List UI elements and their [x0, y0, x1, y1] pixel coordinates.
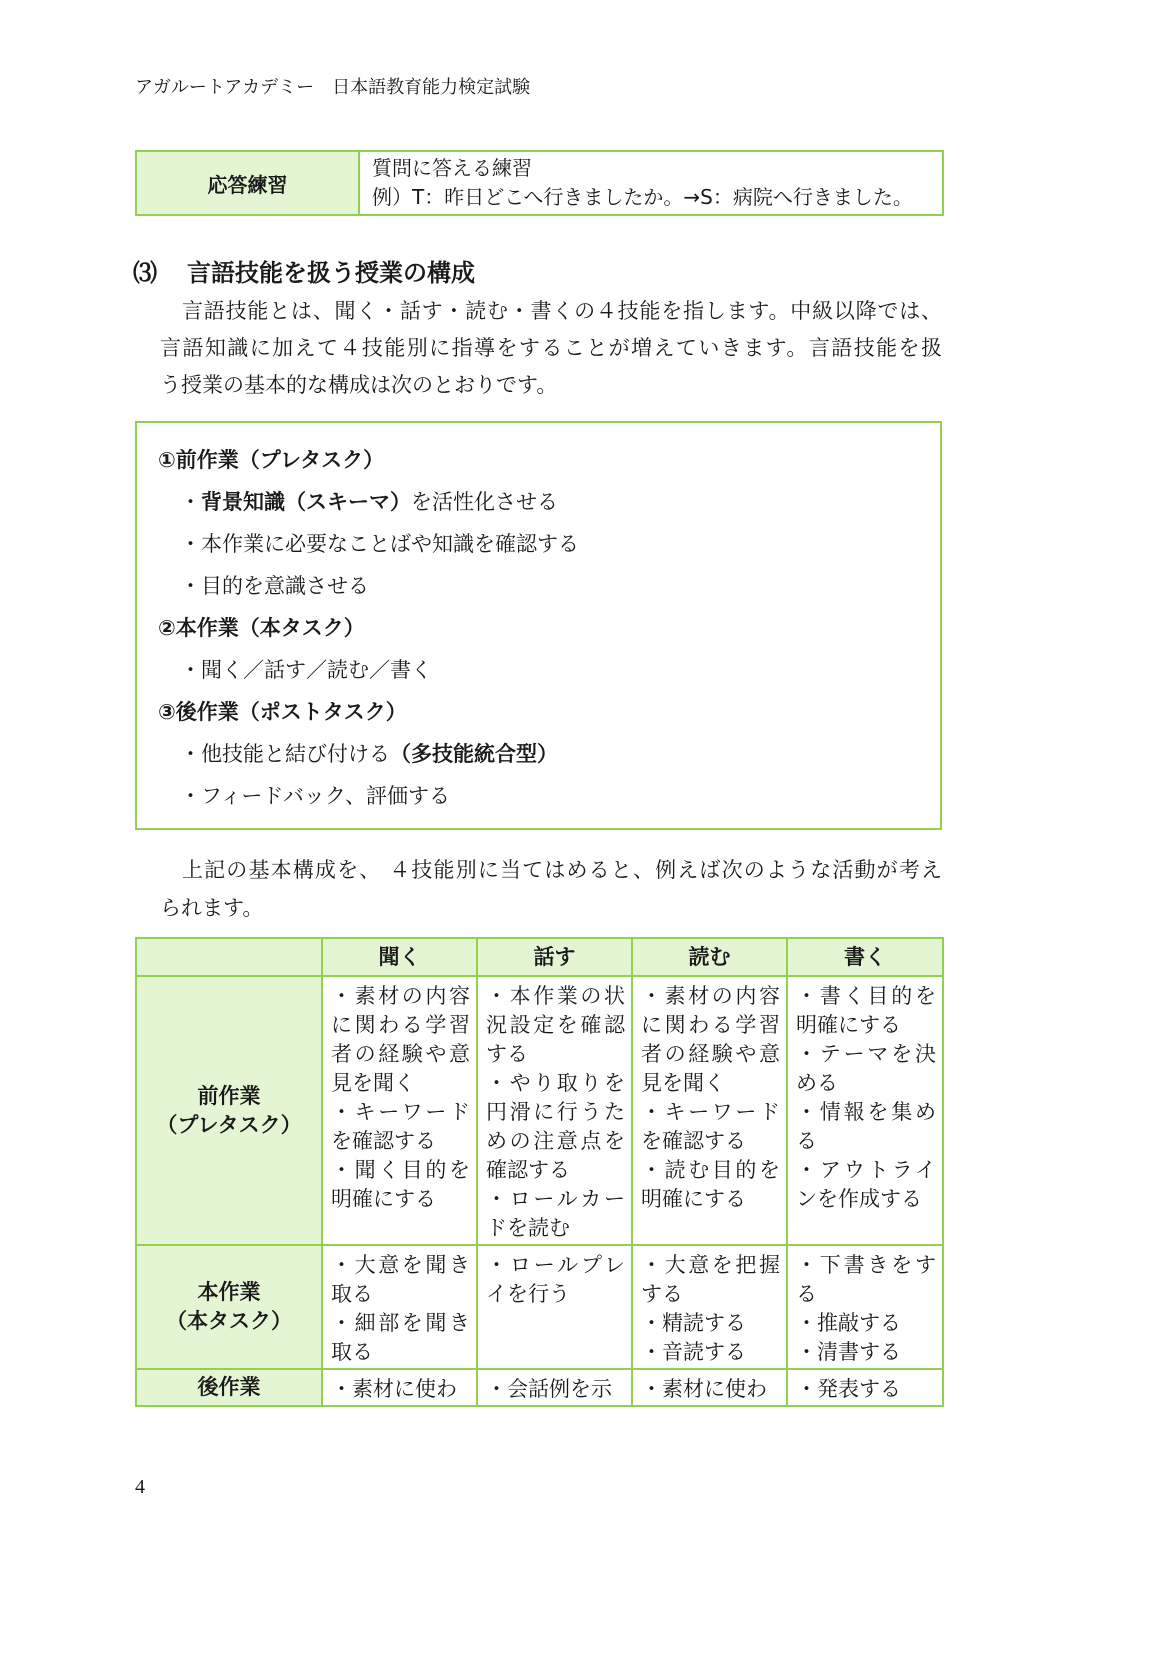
- table-row-main-task: [136, 1245, 943, 1369]
- activity-item: ・大意を把握する: [641, 1253, 780, 1306]
- cell-main-task-listening: [322, 1245, 477, 1369]
- intro-paragraph: [160, 293, 942, 404]
- activity-item: ・清書する: [796, 1340, 901, 1364]
- row-label-text: 後作業: [197, 1375, 261, 1399]
- activity-item: ・キーワードを確認する: [641, 1100, 780, 1153]
- row-label-post-task: [136, 1369, 322, 1406]
- activity-item: ・大意を聞き取る: [331, 1253, 470, 1306]
- step-item-text: ・: [180, 490, 201, 514]
- table-row-pre-task: [136, 976, 943, 1245]
- activity-item: ・本作業の状況設定を確認する: [486, 984, 625, 1066]
- cell-pre-task-speaking: [477, 976, 632, 1245]
- activity-table: [135, 937, 944, 1407]
- paragraph-line: う授業の基本的な構成は次のとおりです。: [160, 373, 558, 397]
- activity-item: ・ロールプレイを行う: [486, 1253, 625, 1306]
- page-number: 4: [135, 1476, 145, 1498]
- activity-item: ・テーマを決める: [796, 1042, 936, 1095]
- activity-intro-paragraph: [160, 851, 942, 927]
- row-label-pre-task: [136, 976, 322, 1245]
- step-heading-post-task: ③後作業（ポストタスク）: [158, 700, 407, 724]
- activity-item: ・やり取りを円滑に行うための注意点を確認する: [486, 1071, 625, 1182]
- activity-item: ・素材に使わ: [331, 1377, 457, 1401]
- paragraph-line: 上記の基本構成を、 ４技能別に当てはめると、例えば次のような活動が考え: [182, 858, 942, 882]
- row-label-text: 前作業: [197, 1083, 261, 1108]
- lesson-structure-box: [135, 421, 942, 830]
- cell-pre-task-writing: [787, 976, 943, 1245]
- step-item-emphasis: 背景知識（スキーマ）: [201, 490, 411, 514]
- activity-item: ・書く目的を明確にする: [796, 984, 936, 1037]
- step-item: [158, 733, 940, 775]
- cell-post-task-reading: [632, 1369, 787, 1406]
- step-item: ・本作業に必要なことばや知識を確認する: [180, 532, 579, 556]
- paragraph-line: 言語技能とは、聞く・話す・読む・書くの４技能を指します。中級以降では、: [182, 299, 942, 323]
- activity-item: ・推敲する: [796, 1311, 901, 1335]
- running-header-title: アガルートアカデミー 日本語教育能力検定試験: [135, 77, 531, 98]
- cell-post-task-speaking: [477, 1369, 632, 1406]
- activity-item: ・聞く目的を明確にする: [331, 1158, 470, 1211]
- activity-item: ・素材の内容に関わる学習者の経験や意見を聞く: [331, 984, 470, 1095]
- row-label-main-task: [136, 1245, 322, 1369]
- column-header-speaking: 話す: [477, 938, 632, 976]
- activity-item: ・情報を集める: [796, 1100, 936, 1153]
- activity-item: ・音読する: [641, 1340, 746, 1364]
- activity-item: ・下書きをする: [796, 1253, 936, 1306]
- cell-pre-task-listening: [322, 976, 477, 1245]
- cell-post-task-listening: [322, 1369, 477, 1406]
- table-corner-cell: [136, 938, 322, 976]
- step-item-emphasis: （多技能統合型）: [390, 742, 558, 766]
- activity-item: ・素材の内容に関わる学習者の経験や意見を聞く: [641, 984, 780, 1095]
- column-header-writing: 書く: [787, 938, 943, 976]
- row-sublabel-text: （本タスク）: [166, 1309, 292, 1333]
- drill-label-cell: 応答練習: [136, 151, 359, 215]
- section-title: 言語技能を扱う授業の構成: [187, 259, 475, 287]
- activity-item: ・読む目的を明確にする: [641, 1158, 780, 1211]
- cell-main-task-speaking: [477, 1245, 632, 1369]
- paragraph-line: 言語知識に加えて４技能別に指導をすることが増えていきます。言語技能を扱: [160, 336, 942, 360]
- column-header-listening: 聞く: [322, 938, 477, 976]
- cell-pre-task-reading: [632, 976, 787, 1245]
- step-item: ・フィードバック、評価する: [180, 784, 451, 808]
- activity-item: ・細部を聞き取る: [331, 1311, 470, 1364]
- table-header-row: [136, 938, 943, 976]
- activity-item: ・ロールカードを読む: [486, 1187, 625, 1240]
- step-item: ・目的を意識させる: [180, 574, 369, 598]
- activity-item: ・発表する: [796, 1377, 901, 1401]
- step-item: [158, 481, 940, 523]
- paragraph-line: られます。: [160, 896, 264, 920]
- drill-table: [135, 150, 944, 216]
- activity-item: ・素材に使わ: [641, 1377, 767, 1401]
- row-label-text: 本作業: [197, 1280, 261, 1304]
- drill-example: 例）T：昨日どこへ行きましたか。→S：病院へ行きました。: [372, 185, 913, 209]
- step-heading-main-task: ②本作業（本タスク）: [158, 616, 365, 640]
- activity-item: ・アウトラインを作成する: [796, 1158, 936, 1211]
- cell-main-task-reading: [632, 1245, 787, 1369]
- activity-item: ・会話例を示: [486, 1377, 612, 1401]
- drill-row: [136, 151, 943, 215]
- cell-main-task-writing: [787, 1245, 943, 1369]
- step-item: ・聞く／話す／読む／書く: [180, 658, 432, 682]
- cell-post-task-writing: [787, 1369, 943, 1406]
- step-item-text: ・他技能と結び付ける: [180, 742, 390, 766]
- drill-description: 質問に答える練習: [372, 156, 532, 180]
- section-number: ⑶: [133, 259, 157, 287]
- step-heading-pre-task: ①前作業（プレタスク）: [158, 448, 385, 472]
- drill-description-cell: [359, 151, 943, 215]
- step-item-text: を活性化させる: [411, 490, 558, 514]
- activity-item: ・精読する: [641, 1311, 746, 1335]
- section-heading: [133, 258, 475, 288]
- column-header-reading: 読む: [632, 938, 787, 976]
- activity-item: ・キーワードを確認する: [331, 1100, 470, 1153]
- table-row-post-task: [136, 1369, 943, 1406]
- row-sublabel-text: （プレタスク）: [156, 1112, 302, 1137]
